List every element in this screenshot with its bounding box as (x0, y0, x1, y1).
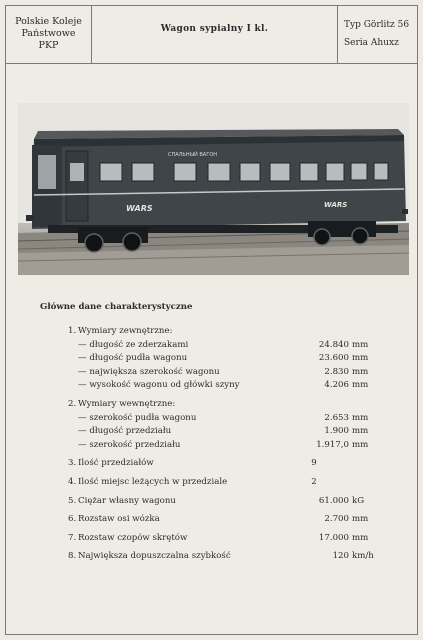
spec-row (40, 532, 400, 546)
spec-row (40, 339, 400, 353)
spec-number: 7. (68, 532, 77, 543)
spec-row (40, 325, 400, 339)
organization-cell (6, 6, 92, 63)
spec-label: — długość pudła wagonu (78, 353, 188, 364)
spec-row (40, 457, 400, 471)
spec-unit: mm (352, 412, 369, 423)
spec-row (40, 550, 400, 564)
brand-left: WARS (126, 204, 153, 213)
spec-value: 2 (311, 476, 317, 487)
org-line-1: Polskie Koleje (15, 16, 82, 27)
header-table (6, 6, 417, 64)
spec-number: 4. (68, 476, 77, 487)
spec-label: — długość ze zderzakami (78, 339, 189, 350)
spec-row (40, 366, 400, 380)
spec-value: 1.900 (324, 426, 349, 437)
spec-number: 6. (68, 514, 77, 525)
spec-row (40, 379, 400, 393)
spec-label: — szerokość przedziału (78, 439, 181, 450)
specifications-title: Główne dane charakterystyczne (40, 302, 193, 312)
type-cell (338, 6, 417, 63)
car-series: Seria Ahuxz (344, 38, 399, 48)
document-title: Wagon sypialny I kl. (92, 6, 338, 63)
train-illustration (18, 103, 409, 275)
spec-value: 1.917,0 (316, 439, 349, 450)
car-lettering-top: СПАЛЬНЫЙ ВАГОН (168, 152, 217, 158)
spec-value: 24.840 (318, 339, 349, 350)
spec-row (40, 495, 400, 509)
spec-row (40, 352, 400, 366)
spec-label: Ilość miejsc leżących w przedziale (78, 476, 228, 487)
org-line-3: PKP (38, 40, 59, 51)
spec-label: — długość przedziału (78, 426, 172, 437)
spec-unit: mm (352, 439, 369, 450)
spec-unit: mm (352, 514, 369, 525)
spec-number: 8. (68, 551, 77, 562)
brand-right: WARS (324, 201, 348, 209)
spec-label: Wymiary zewnętrzne: (78, 326, 173, 336)
spec-number: 3. (68, 458, 77, 469)
spec-value: 61.000 (318, 495, 349, 506)
sleeping-car-photo (18, 103, 409, 275)
spec-value: 4.206 (324, 380, 349, 391)
spec-label: Rozstaw czopów skrętów (78, 532, 188, 543)
spec-label: — największa szerokość wagonu (78, 366, 220, 377)
spec-label: — wysokość wagonu od główki szyny (78, 380, 240, 391)
car-type: Typ Görlitz 56 (344, 20, 410, 30)
spec-number: 2. (68, 398, 77, 409)
spec-value: 17.000 (318, 532, 349, 543)
spec-row (40, 476, 400, 490)
spec-value: 2.700 (324, 514, 349, 525)
spec-value: 120 (332, 551, 349, 562)
spec-number: 1. (68, 326, 77, 336)
spec-value: 2.653 (324, 412, 349, 423)
spec-row (40, 439, 400, 453)
spec-unit: mm (352, 339, 369, 350)
spec-label: Ciężar własny wagonu (78, 495, 176, 506)
spec-row (40, 425, 400, 439)
spec-number: 5. (68, 495, 77, 506)
spec-row (40, 412, 400, 426)
spec-label: Ilość przedziałów (78, 458, 154, 469)
spec-unit: kG (352, 495, 365, 506)
spec-label: — szerokość pudła wagonu (78, 412, 197, 423)
spec-row (40, 398, 400, 412)
spec-unit: mm (352, 366, 369, 377)
spec-unit: mm (352, 426, 369, 437)
spec-value: 23.600 (318, 353, 349, 364)
spec-label: Wymiary wewnętrzne: (78, 398, 176, 409)
spec-label: Największa dopuszczalna szybkość (78, 551, 231, 562)
spec-unit: mm (352, 380, 369, 391)
org-line-2: Państwowe (21, 28, 76, 39)
spec-unit: mm (352, 532, 369, 543)
spec-row (40, 513, 400, 527)
spec-label: Rozstaw osi wózka (78, 514, 160, 525)
specifications (40, 302, 400, 564)
spec-value: 2.830 (324, 366, 349, 377)
spec-value: 9 (311, 458, 317, 469)
spec-unit: km/h (352, 551, 374, 562)
spec-unit: mm (352, 353, 369, 364)
